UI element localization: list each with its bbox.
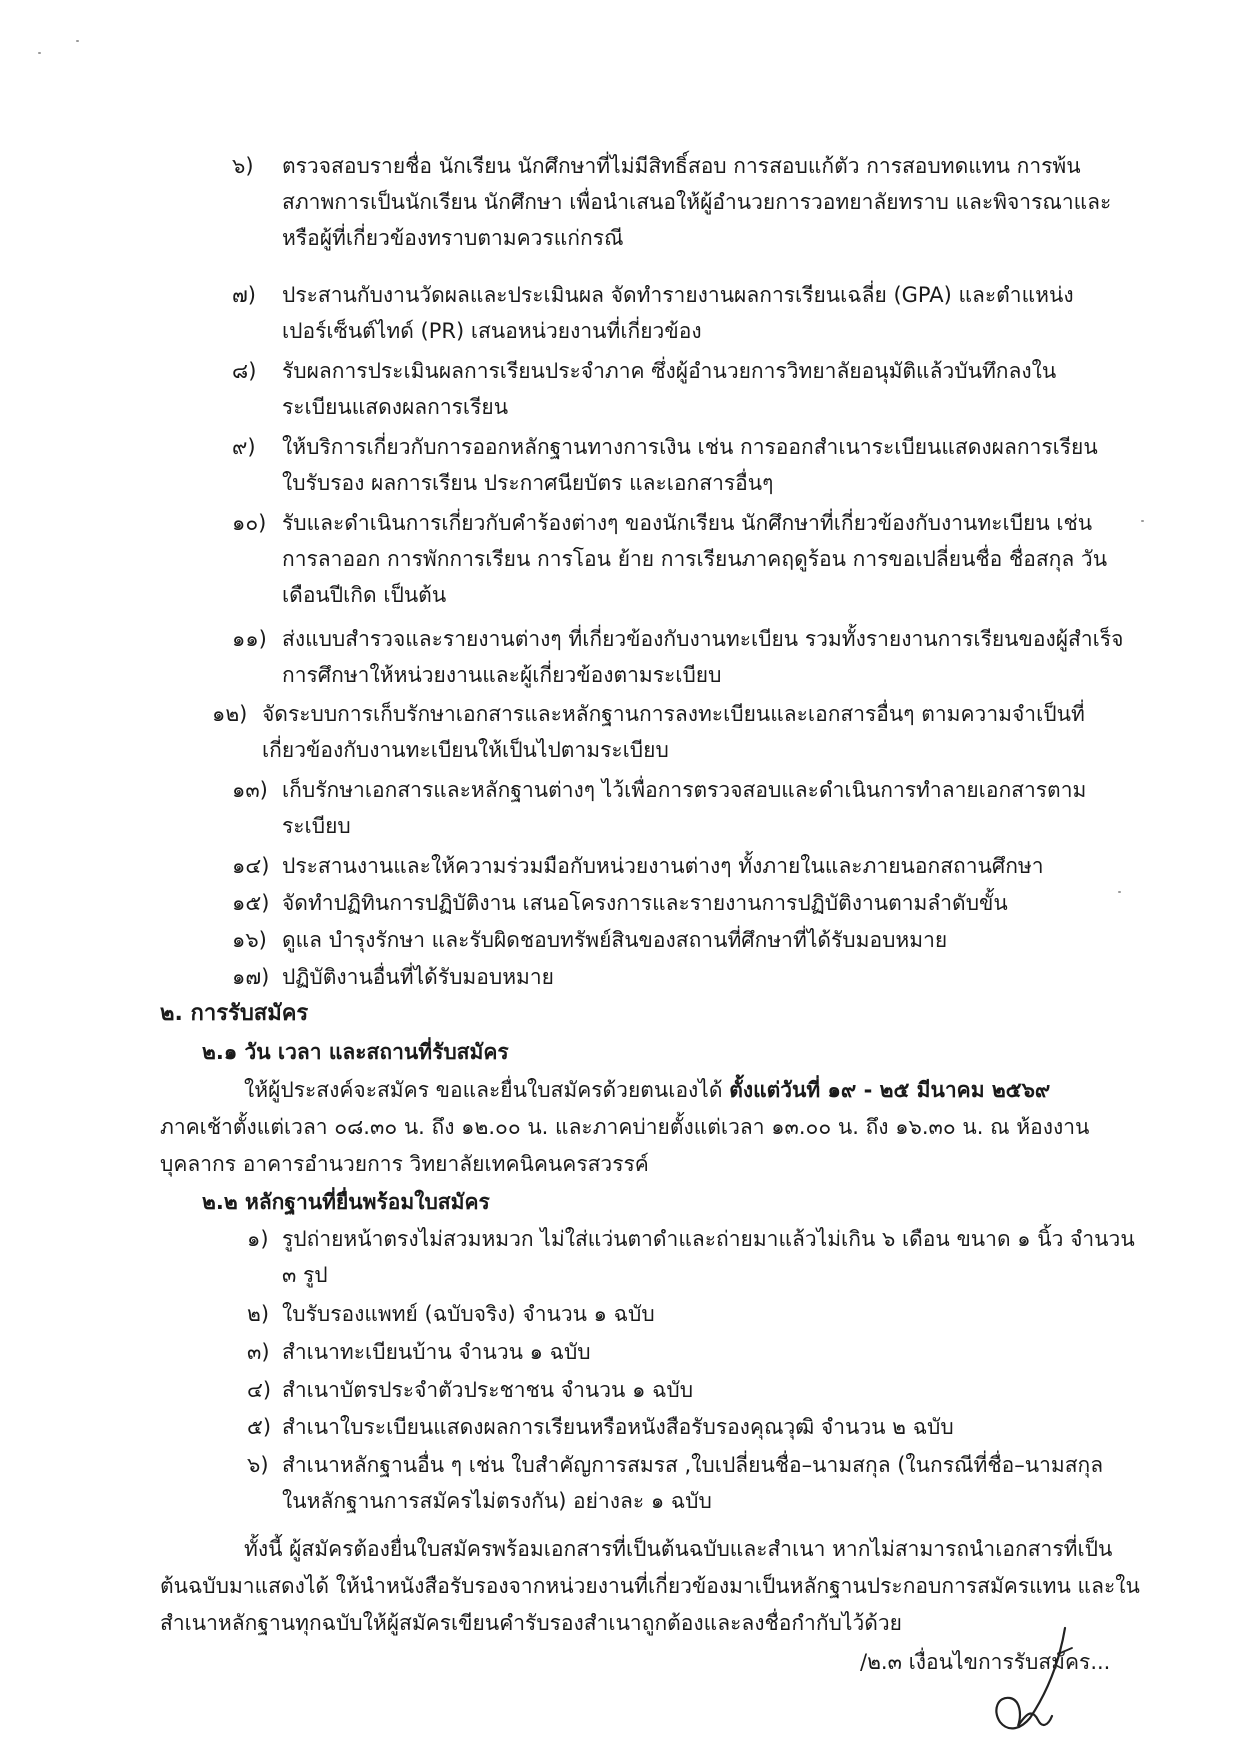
list-item-line: ประสานกับงานวัดผลและประเมินผล จัดทำรายงานผลการเรียนเฉลี่ย (GPA) และตำแหน่ง: [282, 283, 1074, 307]
list-item-line: ปฏิบัติงานอื่นที่ได้รับมอบหมาย: [282, 965, 554, 989]
list-item-line: การศึกษาให้หน่วยงานและผู้เกี่ยวข้องตามระเบียบ: [282, 663, 722, 687]
list-item-line: ในหลักฐานการสมัครไม่ตรงกัน) อย่างละ ๑ ฉบับ: [282, 1489, 712, 1513]
list-item-line: สภาพการเป็นนักเรียน นักศึกษา เพื่อนำเสนอให้ผู้อำนวยการวอทยาลัยทราบ และพิจารณาและ: [282, 190, 1112, 214]
list-item-line: เกี่ยวข้องกับงานทะเบียนให้เป็นไปตามระเบียบ: [262, 738, 669, 762]
list-item-number: ๔): [247, 1378, 272, 1402]
list-item-number: ๑๖): [232, 928, 267, 952]
list-item-line: จัดระบบการเก็บรักษาเอกสารและหลักฐานการลงทะเบียนและเอกสารอื่นๆ ตามความจำเป็นที่: [262, 702, 1085, 726]
list-item-line: เปอร์เซ็นต์ไทด์ (PR) เสนอหน่วยงานที่เกี่ยวข้อง: [282, 319, 702, 343]
closing-line: สำเนาหลักฐานทุกฉบับให้ผู้สมัครเขียนคำรับรองสำเนาถูกต้องและลงชื่อกำกับไว้ด้วย: [160, 1611, 902, 1635]
paragraph-line: ภาคเช้าตั้งแต่เวลา ๐๘.๓๐ น. ถึง ๑๒.๐๐ น. และภาคบ่ายตั้งแต่เวลา ๑๓.๐๐ น. ถึง ๑๖.๓๐ น. ณ ห้องงาน: [160, 1115, 1090, 1139]
list-item-line: เก็บรักษาเอกสารและหลักฐานต่างๆ ไว้เพื่อการตรวจสอบและดำเนินการทำลายเอกสารตาม: [282, 778, 1087, 802]
list-item-number: ๑): [247, 1227, 269, 1251]
date-range: ตั้งแต่วันที่ ๑๙ - ๒๕ มีนาคม ๒๕๖๙: [729, 1078, 1051, 1102]
list-item-line: ใบรับรอง ผลการเรียน ประกาศนียบัตร และเอกสารอื่นๆ: [282, 471, 774, 495]
scan-speck: [38, 52, 41, 54]
paragraph-line: บุคลากร อาคารอำนวยการ วิทยาลัยเทคนิคนครสวรรค์: [160, 1152, 649, 1176]
continuation-note: /๒.๓ เงื่อนไขการรับสมัคร...: [860, 1650, 1111, 1674]
section-heading: ๒. การรับสมัคร: [160, 1001, 309, 1026]
list-item-line: ระเบียนแสดงผลการเรียน: [282, 395, 509, 419]
list-item-line: รับและดำเนินการเกี่ยวกับคำร้องต่างๆ ของนักเรียน นักศึกษาที่เกี่ยวข้องกับงานทะเบียน เช่น: [282, 511, 1093, 535]
list-item-line: ประสานงานและให้ความร่วมมือกับหน่วยงานต่างๆ ทั้งภายในและภายนอกสถานศึกษา: [282, 854, 1044, 878]
list-item-number: ๑๓): [232, 778, 268, 802]
list-item-line: สำเนาหลักฐานอื่น ๆ เช่น ใบสำคัญการสมรส ,ใบเปลี่ยนชื่อ–นามสกุล (ในกรณีที่ชื่อ–นามสกุล: [282, 1453, 1104, 1477]
scan-speck: [1118, 891, 1121, 893]
list-item-number: ๑๐): [232, 511, 267, 535]
list-item-line: ใบรับรองแพทย์ (ฉบับจริง) จำนวน ๑ ฉบับ: [282, 1302, 655, 1326]
paragraph-line: [244, 1076, 1050, 1104]
list-item-line: รับผลการประเมินผลการเรียนประจำภาค ซึ่งผู้อำนวยการวิทยาลัยอนุมัติแล้วบันทึกลงใน: [282, 359, 1057, 383]
list-item-number: ๓): [247, 1340, 270, 1364]
list-item-line: รูปถ่ายหน้าตรงไม่สวมหมวก ไม่ใส่แว่นตาดำและถ่ายมาแล้วไม่เกิน ๖ เดือน ขนาด ๑ นิ้ว จำนวน: [282, 1227, 1135, 1251]
list-item-number: ๘): [232, 359, 257, 383]
subsection-heading: ๒.๒ หลักฐานที่ยื่นพร้อมใบสมัคร: [202, 1190, 490, 1214]
list-item-line: จัดทำปฏิทินการปฏิบัติงาน เสนอโครงการและรายงานการปฏิบัติงานตามลำดับขั้น: [282, 891, 1008, 915]
list-item-line: ให้บริการเกี่ยวกับการออกหลักฐานทางการเงิน เช่น การออกสำเนาระเบียนแสดงผลการเรียน: [282, 435, 1098, 459]
list-item-number: ๑๕): [232, 891, 270, 915]
list-item-number: ๕): [247, 1415, 272, 1439]
list-item-number: ๑๗): [232, 965, 270, 989]
list-item-number: ๑๒): [212, 702, 248, 726]
list-item-number: ๖): [232, 154, 254, 178]
list-item-line: เดือนปีเกิด เป็นต้น: [282, 583, 447, 607]
list-item-line: สำเนาทะเบียนบ้าน จำนวน ๑ ฉบับ: [282, 1340, 591, 1364]
closing-line: ต้นฉบับมาแสดงได้ ให้นำหนังสือรับรองจากหน่วยงานที่เกี่ยวข้องมาเป็นหลักฐานประกอบการสมัครแทน และใน: [160, 1574, 1140, 1598]
list-item-line: ดูแล บำรุงรักษา และรับผิดชอบทรัพย์สินของสถานที่ศึกษาที่ได้รับมอบหมาย: [282, 928, 948, 952]
list-item-line: สำเนาใบระเบียนแสดงผลการเรียนหรือหนังสือรับรองคุณวุฒิ จำนวน ๒ ฉบับ: [282, 1415, 954, 1439]
list-item-number: ๒): [247, 1302, 270, 1326]
list-item-number: ๙): [232, 435, 256, 459]
list-item-number: ๑๔): [232, 854, 270, 878]
list-item-number: ๑๑): [232, 627, 267, 651]
list-item-line: ส่งแบบสำรวจและรายงานต่างๆ ที่เกี่ยวข้องกับงานทะเบียน รวมทั้งรายงานการเรียนของผู้สำเร็จ: [282, 627, 1124, 651]
list-item-line: สำเนาบัตรประจำตัวประชาชน จำนวน ๑ ฉบับ: [282, 1378, 694, 1402]
scan-speck: [76, 40, 79, 42]
signature-icon: [960, 1618, 1100, 1738]
closing-line: ทั้งนี้ ผู้สมัครต้องยื่นใบสมัครพร้อมเอกสารที่เป็นต้นฉบับและสำเนา หากไม่สามารถนำเอกสารที่เป็น: [244, 1537, 1113, 1561]
list-item-number: ๖): [247, 1453, 269, 1477]
subsection-heading: ๒.๑ วัน เวลา และสถานที่รับสมัคร: [202, 1040, 509, 1064]
list-item-number: ๗): [232, 283, 256, 307]
list-item-line: ระเบียบ: [282, 814, 351, 838]
list-item-line: ๓ รูป: [282, 1263, 328, 1287]
paragraph-text: ให้ผู้ประสงค์จะสมัคร ขอและยื่นใบสมัครด้วยตนเองได้: [244, 1078, 730, 1102]
scan-speck: [1141, 520, 1144, 522]
list-item-line: หรือผู้ที่เกี่ยวข้องทราบตามควรแก่กรณี: [282, 226, 624, 250]
list-item-line: การลาออก การพักการเรียน การโอน ย้าย การเรียนภาคฤดูร้อน การขอเปลี่ยนชื่อ ชื่อสกุล วัน: [282, 547, 1108, 571]
list-item-line: ตรวจสอบรายชื่อ นักเรียน นักศึกษาที่ไม่มีสิทธิ์สอบ การสอบแก้ตัว การสอบทดแทน การพ้น: [282, 154, 1081, 178]
